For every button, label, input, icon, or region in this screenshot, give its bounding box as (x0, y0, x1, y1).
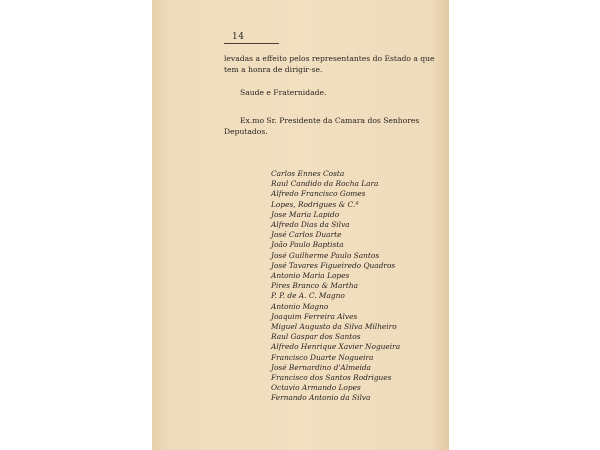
signatory-name: Alfredo Francisco Gomes (271, 189, 366, 199)
signatory-name: Alfredo Henrique Xavier Nogueira (271, 342, 401, 352)
address-line: Ex.mo Sr. Presidente da Camara dos Senhores (240, 116, 420, 125)
page-number: 14 (232, 32, 245, 42)
paragraph-line: levadas a effeito pelos representantes do Estado a que (224, 54, 435, 63)
signatory-name: João Paulo Baptista (271, 240, 344, 250)
signatory-name: Francisco dos Santos Rodrigues (271, 373, 392, 383)
address-line: Deputados. (224, 127, 268, 136)
signatory-name: Jose Maria Lapido (271, 209, 340, 219)
paragraph-greeting (224, 87, 424, 98)
signatory-name: José Tavares Figueiredo Quadros (271, 260, 396, 270)
signatory-name: Fernando Antonio da Silva (271, 393, 371, 403)
paragraph-line: tem a honra de dirigir-se. (224, 65, 323, 74)
signatory-name: Antonio Magno (271, 301, 329, 311)
signatory-name: Francisco Duarte Nogueira (271, 352, 374, 362)
signatory-name: José Guilherme Paulo Santos (271, 250, 380, 260)
signatory-name: P. P. de A. C. Magno (271, 291, 345, 301)
signatory-name: Antonio Maria Lopes (271, 271, 350, 281)
greeting-line: Saude e Fraternidade. (240, 88, 327, 97)
paragraph-address (224, 115, 424, 137)
signatory-name: Alfredo Dias da Silva (271, 220, 350, 230)
signatory-name: José Carlos Duarte (271, 230, 342, 240)
signatory-name: Carlos Ennes Costa (271, 169, 345, 178)
signatory-name: Lopes, Rodrigues & C.ª (271, 199, 359, 209)
signatory-name: Raul Gaspar dos Santos (271, 332, 361, 342)
signatory-name: Pires Branco & Martha (271, 281, 359, 291)
page-number-rule (224, 43, 279, 44)
signatory-name: Joaquim Ferreira Alves (271, 311, 358, 321)
paragraph-closing (224, 53, 435, 75)
signatory-name: José Bernardino d'Almeida (271, 362, 371, 372)
signatory-name: Raul Candido da Rocha Lara (271, 179, 379, 189)
signatory-list (271, 169, 400, 404)
signatory-name: Miguel Augusto da Silva Milheiro (271, 322, 397, 332)
signatory-name: Octavio Armando Lopes (271, 383, 361, 393)
document-page (152, 0, 449, 450)
